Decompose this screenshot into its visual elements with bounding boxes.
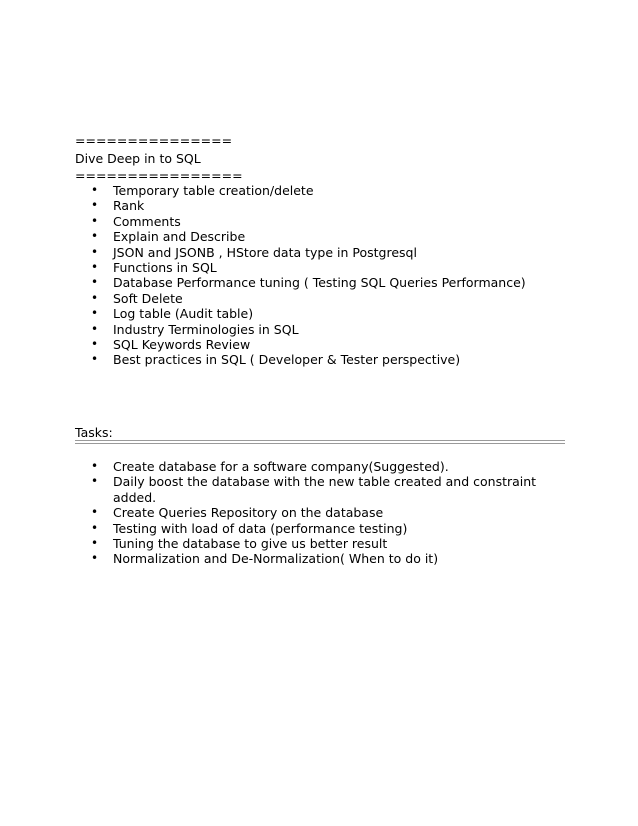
bullet-icon: • <box>91 536 99 551</box>
bullet-icon: • <box>91 505 99 520</box>
tasks-divider-double <box>75 443 565 444</box>
list-item <box>0 551 553 566</box>
list-item-text: Create database for a software company(Suggested). <box>113 459 449 474</box>
topic-list <box>0 183 526 368</box>
bullet-icon: • <box>91 260 99 275</box>
tasks-divider <box>75 440 565 441</box>
list-item <box>0 536 553 551</box>
list-item <box>0 352 526 367</box>
bullet-icon: • <box>91 520 99 535</box>
list-item-text: Industry Terminologies in SQL <box>113 321 299 337</box>
list-item <box>0 183 526 198</box>
list-item-text: Best practices in SQL ( Developer & Tester perspective) <box>113 352 461 368</box>
list-item-text: Normalization and De-Normalization( When to do it) <box>113 551 439 567</box>
list-item <box>0 459 553 474</box>
list-item-text: Rank <box>113 198 145 214</box>
list-item-text: Daily boost the database with the new table created and constraint added. <box>113 474 537 505</box>
list-item-text: Functions in SQL <box>113 260 217 276</box>
list-item-text: Tuning the database to give us better result <box>113 536 388 552</box>
bullet-icon: • <box>91 306 99 321</box>
list-item <box>0 229 526 244</box>
list-item-text: Database Performance tuning ( Testing SQL Queries Performance) <box>113 275 526 291</box>
list-item-text: SQL Keywords Review <box>113 337 251 353</box>
list-item <box>0 521 553 536</box>
list-item <box>0 474 553 505</box>
bullet-icon: • <box>91 198 99 213</box>
bullet-icon: • <box>91 229 99 244</box>
tasks-list <box>0 459 553 567</box>
list-item <box>0 337 526 352</box>
list-item-text: Soft Delete <box>113 290 183 306</box>
list-item-text: Comments <box>113 213 181 229</box>
bullet-icon: • <box>91 337 99 352</box>
list-item <box>0 291 526 306</box>
bullet-icon: • <box>91 352 99 367</box>
list-item-text: Temporary table creation/delete <box>113 183 314 198</box>
bullet-icon: • <box>91 321 99 336</box>
list-item-text: Explain and Describe <box>113 229 246 245</box>
bullet-icon: • <box>91 474 99 489</box>
list-item-text: Create Queries Repository on the database <box>113 505 384 521</box>
list-item <box>0 306 526 321</box>
bullet-icon: • <box>91 551 99 566</box>
list-item-text: Testing with load of data (performance testing) <box>113 520 408 536</box>
bullet-icon: • <box>91 244 99 259</box>
list-item-text: Log table (Audit table) <box>113 306 254 322</box>
bullet-icon: • <box>91 459 99 473</box>
list-item-text: JSON and JSONB , HStore data type in Postgresql <box>113 244 417 260</box>
list-item <box>0 260 526 275</box>
list-item <box>0 505 553 520</box>
list-item <box>0 214 526 229</box>
separator-rule-bottom: ================ <box>75 168 243 183</box>
bullet-icon: • <box>91 275 99 290</box>
tasks-heading: Tasks: <box>75 425 113 440</box>
bullet-icon: • <box>91 213 99 228</box>
list-item <box>0 322 526 337</box>
list-item <box>0 275 526 290</box>
bullet-icon: • <box>91 290 99 305</box>
list-item <box>0 198 526 213</box>
bullet-icon: • <box>91 183 99 197</box>
separator-rule-top: =============== <box>75 133 233 148</box>
list-item <box>0 245 526 260</box>
section-heading: Dive Deep in to SQL <box>75 151 201 166</box>
